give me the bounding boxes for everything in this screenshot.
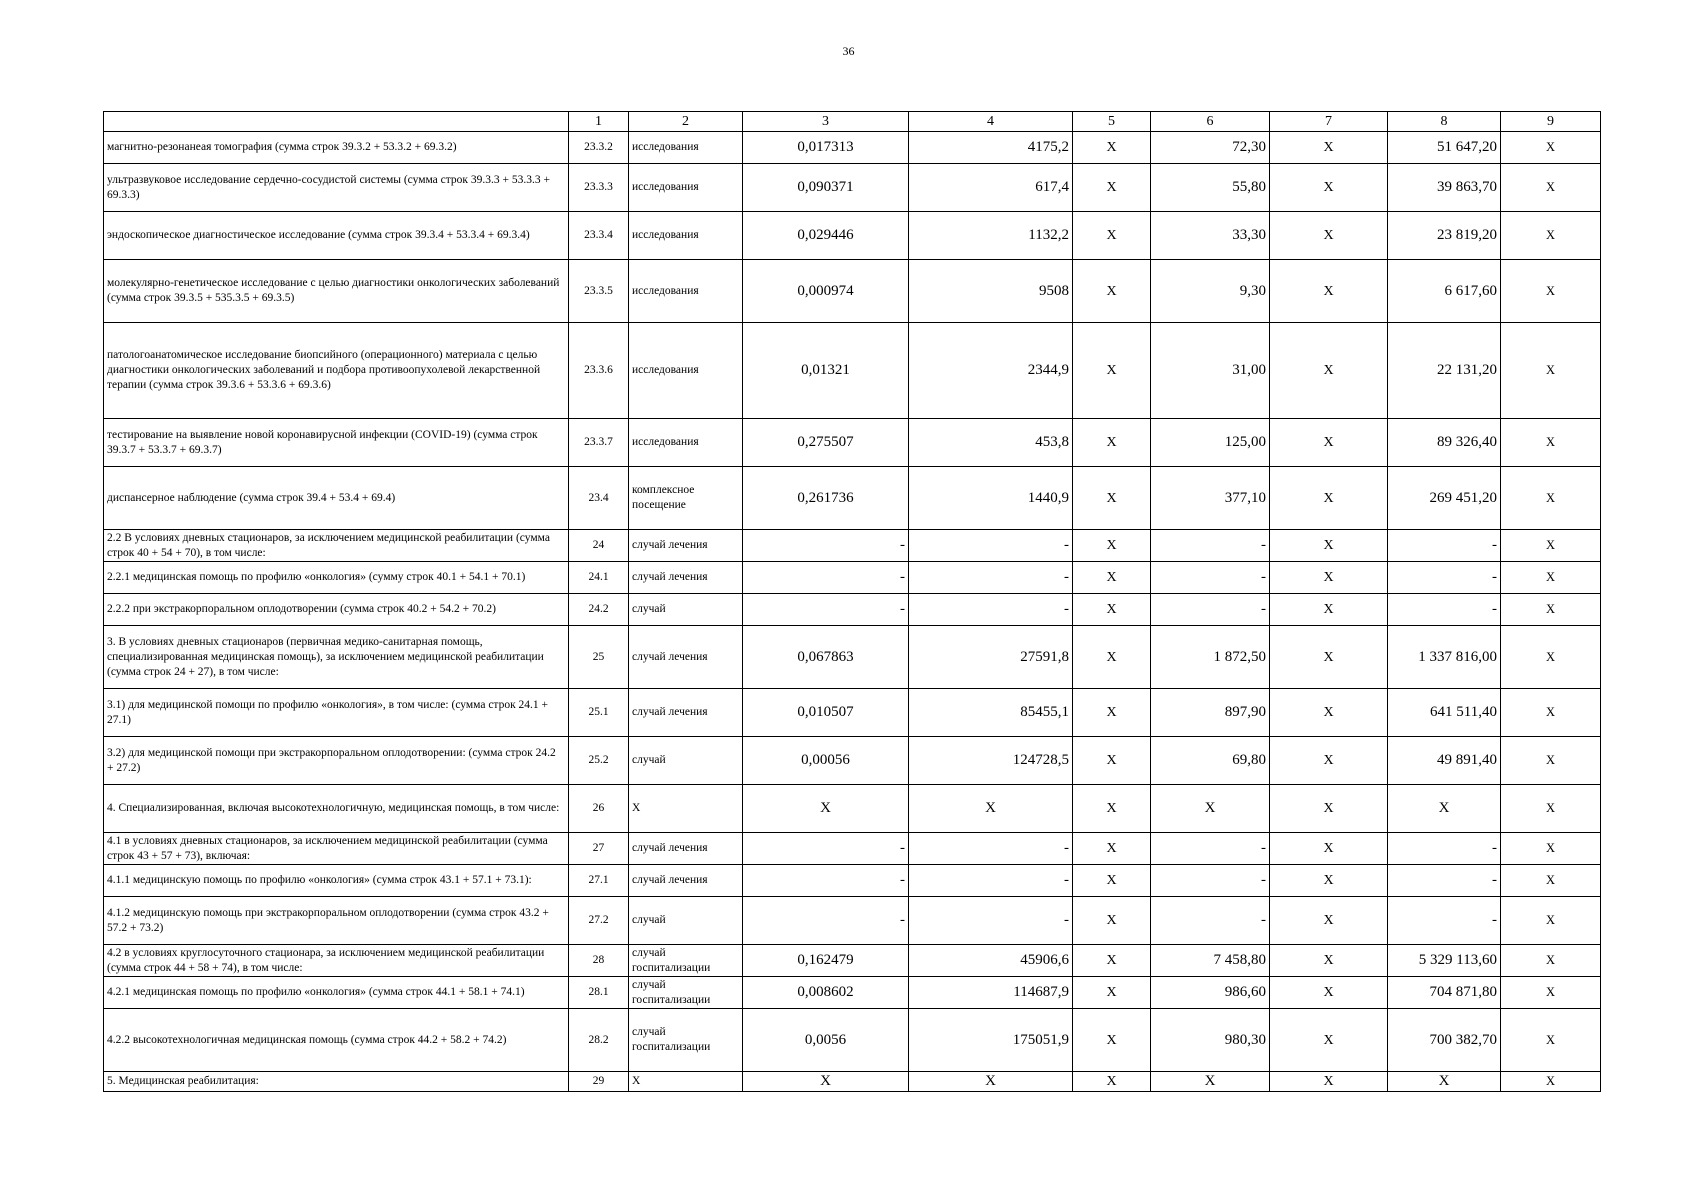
cell-c7: X: [1270, 945, 1388, 977]
table-row: [104, 1072, 1601, 1092]
table-row: [104, 833, 1601, 865]
row-name: 4.2.1 медицинская помощь по профилю «онкология» (сумма строк 44.1 + 58.1 + 74.1): [104, 977, 569, 1009]
cell-c8: 269 451,20: [1388, 467, 1501, 530]
cell-c6: 1 872,50: [1151, 626, 1270, 689]
cell-c6: 377,10: [1151, 467, 1270, 530]
row-unit: случай госпитализации: [629, 977, 743, 1009]
row-code: 27.1: [569, 865, 629, 897]
cell-c9: X: [1501, 785, 1601, 833]
column-header: 8: [1388, 112, 1501, 132]
cell-c9: X: [1501, 594, 1601, 626]
cell-c4: 85455,1: [909, 689, 1073, 737]
cell-c8: 1 337 816,00: [1388, 626, 1501, 689]
cell-c9: X: [1501, 323, 1601, 419]
cell-c3: 0,275507: [743, 419, 909, 467]
cell-c3: 0,261736: [743, 467, 909, 530]
cell-c4: X: [909, 785, 1073, 833]
cell-c6: 897,90: [1151, 689, 1270, 737]
cell-c4: 114687,9: [909, 977, 1073, 1009]
row-unit: случай лечения: [629, 530, 743, 562]
row-name: 4. Специализированная, включая высокотехнологичную, медицинская помощь, в том числе:: [104, 785, 569, 833]
cell-c4: 2344,9: [909, 323, 1073, 419]
cell-c9: X: [1501, 1009, 1601, 1072]
cell-c6: 7 458,80: [1151, 945, 1270, 977]
row-code: 27.2: [569, 897, 629, 945]
cell-c6: 980,30: [1151, 1009, 1270, 1072]
row-unit: исследования: [629, 212, 743, 260]
row-unit: исследования: [629, 323, 743, 419]
cell-c4: -: [909, 530, 1073, 562]
cell-c3: X: [743, 1072, 909, 1092]
column-header: 4: [909, 112, 1073, 132]
row-code: 26: [569, 785, 629, 833]
cell-c8: 22 131,20: [1388, 323, 1501, 419]
cell-c7: X: [1270, 467, 1388, 530]
cell-c9: X: [1501, 212, 1601, 260]
cell-c5: X: [1073, 785, 1151, 833]
cell-c6: -: [1151, 865, 1270, 897]
row-name: тестирование на выявление новой коронавирусной инфекции (COVID-19) (сумма строк 39.3.7 + 53.3.7 + 69.3.7): [104, 419, 569, 467]
cell-c8: 704 871,80: [1388, 977, 1501, 1009]
row-name: 4.2.2 высокотехнологичная медицинская помощь (сумма строк 44.2 + 58.2 + 74.2): [104, 1009, 569, 1072]
cell-c8: -: [1388, 833, 1501, 865]
row-code: 23.3.5: [569, 260, 629, 323]
cell-c8: -: [1388, 562, 1501, 594]
cell-c6: -: [1151, 594, 1270, 626]
cell-c5: X: [1073, 945, 1151, 977]
column-header: [104, 112, 569, 132]
cell-c3: X: [743, 785, 909, 833]
cell-c4: 27591,8: [909, 626, 1073, 689]
cell-c7: X: [1270, 977, 1388, 1009]
cell-c9: X: [1501, 562, 1601, 594]
row-name: магнитно-резонанеая томография (сумма строк 39.3.2 + 53.3.2 + 69.3.2): [104, 132, 569, 164]
table-row: [104, 785, 1601, 833]
cell-c9: X: [1501, 530, 1601, 562]
cell-c6: X: [1151, 1072, 1270, 1092]
cell-c8: -: [1388, 865, 1501, 897]
cell-c8: X: [1388, 1072, 1501, 1092]
cell-c8: -: [1388, 897, 1501, 945]
row-name: патологоанатомическое исследование биопсийного (операционного) материала с целью диагностики онкологических заболеваний и подбора противоопухолевой лекарственной терапии (сумма строк 39.3.6 + 53.3.6 + 69.3.6): [104, 323, 569, 419]
cell-c7: X: [1270, 164, 1388, 212]
row-code: 23.3.7: [569, 419, 629, 467]
cell-c9: X: [1501, 689, 1601, 737]
table-row: [104, 626, 1601, 689]
cell-c8: X: [1388, 785, 1501, 833]
cell-c8: 700 382,70: [1388, 1009, 1501, 1072]
cell-c7: X: [1270, 132, 1388, 164]
cell-c9: X: [1501, 260, 1601, 323]
cell-c8: 5 329 113,60: [1388, 945, 1501, 977]
cell-c5: X: [1073, 260, 1151, 323]
cell-c5: X: [1073, 164, 1151, 212]
cell-c6: 31,00: [1151, 323, 1270, 419]
cell-c6: 986,60: [1151, 977, 1270, 1009]
row-unit: случай: [629, 594, 743, 626]
cell-c8: 6 617,60: [1388, 260, 1501, 323]
column-header: 3: [743, 112, 909, 132]
cell-c5: X: [1073, 530, 1151, 562]
row-unit: исследования: [629, 260, 743, 323]
table-row: [104, 132, 1601, 164]
cell-c9: X: [1501, 897, 1601, 945]
row-name: 5. Медицинская реабилитация:: [104, 1072, 569, 1092]
cell-c5: X: [1073, 419, 1151, 467]
cell-c7: X: [1270, 1009, 1388, 1072]
column-header: 7: [1270, 112, 1388, 132]
row-code: 25.1: [569, 689, 629, 737]
table-row: [104, 977, 1601, 1009]
table-row: [104, 323, 1601, 419]
cell-c8: 51 647,20: [1388, 132, 1501, 164]
cell-c5: X: [1073, 626, 1151, 689]
column-header: 1: [569, 112, 629, 132]
cell-c8: 89 326,40: [1388, 419, 1501, 467]
cell-c9: X: [1501, 419, 1601, 467]
row-name: диспансерное наблюдение (сумма строк 39.4 + 53.4 + 69.4): [104, 467, 569, 530]
row-name: эндоскопическое диагностическое исследование (сумма строк 39.3.4 + 53.3.4 + 69.3.4): [104, 212, 569, 260]
cell-c7: X: [1270, 260, 1388, 323]
cell-c6: 55,80: [1151, 164, 1270, 212]
table-row: [104, 467, 1601, 530]
cell-c3: 0,000974: [743, 260, 909, 323]
cell-c3: -: [743, 897, 909, 945]
cell-c5: X: [1073, 897, 1151, 945]
cell-c4: 45906,6: [909, 945, 1073, 977]
cell-c4: -: [909, 594, 1073, 626]
cell-c3: -: [743, 562, 909, 594]
row-unit: случай лечения: [629, 626, 743, 689]
row-code: 24: [569, 530, 629, 562]
row-code: 23.3.6: [569, 323, 629, 419]
table-row: [104, 865, 1601, 897]
row-unit: случай лечения: [629, 689, 743, 737]
cell-c8: -: [1388, 530, 1501, 562]
cell-c6: X: [1151, 785, 1270, 833]
table-row: [104, 212, 1601, 260]
cell-c7: X: [1270, 562, 1388, 594]
cell-c4: X: [909, 1072, 1073, 1092]
cell-c8: 641 511,40: [1388, 689, 1501, 737]
column-header: 9: [1501, 112, 1601, 132]
cell-c3: 0,090371: [743, 164, 909, 212]
cell-c7: X: [1270, 865, 1388, 897]
row-name: 3. В условиях дневных стационаров (первичная медико-санитарная помощь, специализированная медицинская помощь), за исключением медицинской реабилитации (сумма строк 24 + 27), в том числе:: [104, 626, 569, 689]
cell-c4: 4175,2: [909, 132, 1073, 164]
cell-c4: 9508: [909, 260, 1073, 323]
cell-c9: X: [1501, 737, 1601, 785]
cell-c5: X: [1073, 594, 1151, 626]
cell-c7: X: [1270, 419, 1388, 467]
row-code: 23.3.3: [569, 164, 629, 212]
cell-c4: 1132,2: [909, 212, 1073, 260]
cell-c4: 617,4: [909, 164, 1073, 212]
cell-c9: X: [1501, 865, 1601, 897]
table-row: [104, 594, 1601, 626]
row-unit: случай лечения: [629, 833, 743, 865]
cell-c6: -: [1151, 833, 1270, 865]
row-name: молекулярно-генетическое исследование с целью диагностики онкологических заболеваний (сумма строк 39.3.5 + 535.3.5 + 69.3.5): [104, 260, 569, 323]
cell-c7: X: [1270, 833, 1388, 865]
cell-c5: X: [1073, 1072, 1151, 1092]
row-unit: случай лечения: [629, 562, 743, 594]
row-unit: случай: [629, 737, 743, 785]
cell-c9: X: [1501, 945, 1601, 977]
cell-c5: X: [1073, 977, 1151, 1009]
cell-c4: -: [909, 897, 1073, 945]
cell-c5: X: [1073, 833, 1151, 865]
cell-c9: X: [1501, 132, 1601, 164]
cell-c5: X: [1073, 1009, 1151, 1072]
cell-c7: X: [1270, 785, 1388, 833]
column-number-row: [104, 112, 1601, 132]
table-row: [104, 945, 1601, 977]
row-unit: случай госпитализации: [629, 1009, 743, 1072]
cell-c5: X: [1073, 865, 1151, 897]
data-table: [103, 111, 1601, 1092]
cell-c3: 0,008602: [743, 977, 909, 1009]
row-name: 2.2 В условиях дневных стационаров, за исключением медицинской реабилитации (сумма строк 40 + 54 + 70), в том числе:: [104, 530, 569, 562]
cell-c5: X: [1073, 212, 1151, 260]
cell-c9: X: [1501, 626, 1601, 689]
cell-c6: 72,30: [1151, 132, 1270, 164]
cell-c6: 69,80: [1151, 737, 1270, 785]
cell-c8: 23 819,20: [1388, 212, 1501, 260]
cell-c7: X: [1270, 594, 1388, 626]
row-name: ультразвуковое исследование сердечно-сосудистой системы (сумма строк 39.3.3 + 53.3.3 + 69.3.3): [104, 164, 569, 212]
cell-c7: X: [1270, 212, 1388, 260]
cell-c6: -: [1151, 562, 1270, 594]
row-unit: случай: [629, 897, 743, 945]
row-code: 28.2: [569, 1009, 629, 1072]
row-code: 23.4: [569, 467, 629, 530]
column-header: 2: [629, 112, 743, 132]
row-name: 4.1.2 медицинскую помощь при экстракорпоральном оплодотворении (сумма строк 43.2 + 57.2 + 73.2): [104, 897, 569, 945]
cell-c4: 453,8: [909, 419, 1073, 467]
cell-c4: -: [909, 833, 1073, 865]
row-unit: X: [629, 1072, 743, 1092]
row-name: 4.1 в условиях дневных стационаров, за исключением медицинской реабилитации (сумма строк 43 + 57 + 73), включая:: [104, 833, 569, 865]
row-code: 25.2: [569, 737, 629, 785]
cell-c3: -: [743, 833, 909, 865]
cell-c3: 0,0056: [743, 1009, 909, 1072]
cell-c3: 0,00056: [743, 737, 909, 785]
cell-c5: X: [1073, 737, 1151, 785]
cell-c9: X: [1501, 164, 1601, 212]
cell-c5: X: [1073, 467, 1151, 530]
table-row: [104, 737, 1601, 785]
cell-c3: 0,162479: [743, 945, 909, 977]
cell-c7: X: [1270, 737, 1388, 785]
cell-c7: X: [1270, 323, 1388, 419]
table-row: [104, 530, 1601, 562]
cell-c3: 0,017313: [743, 132, 909, 164]
cell-c6: 33,30: [1151, 212, 1270, 260]
row-unit: исследования: [629, 164, 743, 212]
cell-c4: 124728,5: [909, 737, 1073, 785]
cell-c7: X: [1270, 897, 1388, 945]
table-row: [104, 164, 1601, 212]
row-unit: X: [629, 785, 743, 833]
table-row: [104, 260, 1601, 323]
table-row: [104, 562, 1601, 594]
cell-c5: X: [1073, 323, 1151, 419]
cell-c4: -: [909, 865, 1073, 897]
cell-c9: X: [1501, 977, 1601, 1009]
table-row: [104, 897, 1601, 945]
row-unit: случай госпитализации: [629, 945, 743, 977]
cell-c5: X: [1073, 689, 1151, 737]
row-name: 2.2.2 при экстракорпоральном оплодотворении (сумма строк 40.2 + 54.2 + 70.2): [104, 594, 569, 626]
row-unit: случай лечения: [629, 865, 743, 897]
cell-c9: X: [1501, 467, 1601, 530]
row-code: 28: [569, 945, 629, 977]
row-unit: исследования: [629, 132, 743, 164]
cell-c7: X: [1270, 689, 1388, 737]
cell-c3: 0,067863: [743, 626, 909, 689]
row-name: 2.2.1 медицинская помощь по профилю «онкология» (сумму строк 40.1 + 54.1 + 70.1): [104, 562, 569, 594]
cell-c7: X: [1270, 530, 1388, 562]
cell-c6: -: [1151, 897, 1270, 945]
cell-c3: 0,01321: [743, 323, 909, 419]
row-name: 3.2) для медицинской помощи при экстракорпоральном оплодотворении: (сумма строк 24.2 + 27.2): [104, 737, 569, 785]
cell-c3: 0,010507: [743, 689, 909, 737]
row-code: 23.3.2: [569, 132, 629, 164]
cell-c3: 0,029446: [743, 212, 909, 260]
cell-c7: X: [1270, 626, 1388, 689]
cell-c9: X: [1501, 833, 1601, 865]
cell-c4: -: [909, 562, 1073, 594]
cell-c9: X: [1501, 1072, 1601, 1092]
cell-c3: -: [743, 594, 909, 626]
cell-c8: -: [1388, 594, 1501, 626]
cell-c7: X: [1270, 1072, 1388, 1092]
column-header: 6: [1151, 112, 1270, 132]
row-unit: исследования: [629, 419, 743, 467]
cell-c5: X: [1073, 132, 1151, 164]
row-code: 24.2: [569, 594, 629, 626]
cell-c8: 39 863,70: [1388, 164, 1501, 212]
row-code: 24.1: [569, 562, 629, 594]
row-code: 28.1: [569, 977, 629, 1009]
table-row: [104, 419, 1601, 467]
cell-c6: 9,30: [1151, 260, 1270, 323]
cell-c3: -: [743, 530, 909, 562]
row-name: 3.1) для медицинской помощи по профилю «онкология», в том числе: (сумма строк 24.1 + 27.1): [104, 689, 569, 737]
cell-c4: 175051,9: [909, 1009, 1073, 1072]
table-row: [104, 1009, 1601, 1072]
cell-c6: 125,00: [1151, 419, 1270, 467]
row-code: 29: [569, 1072, 629, 1092]
row-name: 4.2 в условиях круглосуточного стационара, за исключением медицинской реабилитации (сумма строк 44 + 58 + 74), в том числе:: [104, 945, 569, 977]
cell-c6: -: [1151, 530, 1270, 562]
row-code: 27: [569, 833, 629, 865]
page-number: 36: [842, 44, 855, 58]
column-header: 5: [1073, 112, 1151, 132]
cell-c5: X: [1073, 562, 1151, 594]
cell-c8: 49 891,40: [1388, 737, 1501, 785]
cell-c3: -: [743, 865, 909, 897]
row-unit: комплексное посещение: [629, 467, 743, 530]
row-code: 25: [569, 626, 629, 689]
row-name: 4.1.1 медицинскую помощь по профилю «онкология» (сумма строк 43.1 + 57.1 + 73.1):: [104, 865, 569, 897]
row-code: 23.3.4: [569, 212, 629, 260]
cell-c4: 1440,9: [909, 467, 1073, 530]
table-row: [104, 689, 1601, 737]
